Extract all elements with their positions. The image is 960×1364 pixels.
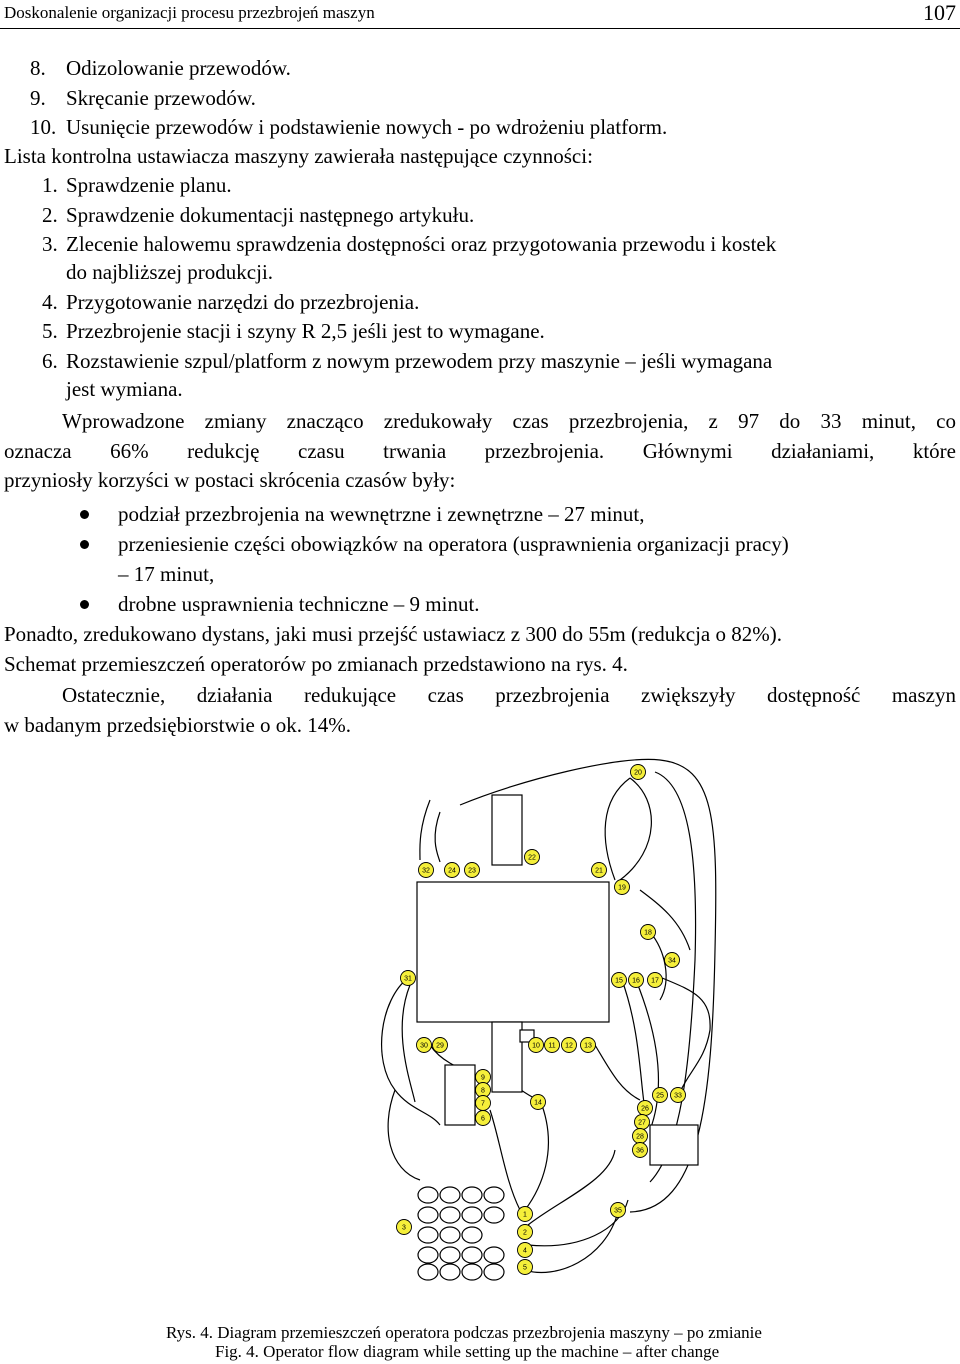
station-marker-17: [648, 973, 663, 988]
station-marker-32: [419, 863, 434, 878]
station-marker-24: [445, 863, 460, 878]
station-label: 13: [584, 1042, 592, 1050]
station-marker-5: [518, 1260, 533, 1275]
paragraph-line: w badanym przedsiębiorstwie o ok. 14%.: [4, 713, 352, 737]
list-item: Sprawdzenie dokumentacji następnego artykułu.: [66, 203, 475, 227]
list-number: 3.: [42, 232, 58, 256]
station-marker-2: [518, 1225, 533, 1240]
station-label: 35: [614, 1207, 622, 1215]
station-label: 19: [618, 884, 626, 892]
station-marker-11: [545, 1038, 560, 1053]
station-label: 16: [632, 977, 640, 985]
station-label: 28: [636, 1133, 644, 1141]
checklist-intro: Lista kontrolna ustawiacza maszyny zawierała następujące czynności:: [4, 144, 593, 168]
station-label: 3: [402, 1224, 406, 1232]
station-label: 15: [615, 977, 623, 985]
station-marker-7: [476, 1096, 491, 1111]
station-marker-15: [612, 973, 627, 988]
list-number: 9.: [30, 86, 46, 110]
station-marker-28: [633, 1129, 648, 1144]
list-number: 4.: [42, 290, 58, 314]
paragraph-line: przyniosły korzyści w postaci skrócenia czasów były:: [4, 468, 456, 492]
station-marker-35: [611, 1203, 626, 1218]
figure-caption-en: Fig. 4. Operator flow diagram while setting up the machine – after change: [215, 1342, 720, 1361]
station-label: 25: [656, 1092, 664, 1100]
station-label: 8: [481, 1087, 485, 1095]
station-marker-14: [531, 1095, 546, 1110]
station-label: 29: [436, 1042, 444, 1050]
station-marker-26: [638, 1101, 653, 1116]
station-marker-33: [671, 1088, 686, 1103]
station-label: 11: [548, 1042, 556, 1050]
station-marker-13: [581, 1038, 596, 1053]
station-marker-34: [665, 953, 680, 968]
paragraph-line: Ostatecznie, działania redukujące czas przezbrojenia zwiększyły dostępność maszyn: [62, 683, 956, 707]
bullet-item: przeniesienie części obowiązków na operatora (usprawnienia organizacji pracy): [118, 532, 789, 556]
paragraph-line: Wprowadzone zmiany znacząco zredukowały czas przezbrojenia, z 97 do 33 minut, co: [62, 409, 956, 433]
spool-ellipses: [418, 1187, 504, 1280]
list-item: Skręcanie przewodów.: [66, 86, 256, 110]
station-label: 20: [634, 769, 642, 777]
station-label: 33: [674, 1092, 682, 1100]
list-number: 1.: [42, 173, 58, 197]
station-label: 17: [651, 977, 659, 985]
station-label: 23: [468, 867, 476, 875]
station-label: 30: [420, 1042, 428, 1050]
list-item: Przezbrojenie stacji i szyny R 2,5 jeśli jest to wymagane.: [66, 319, 545, 343]
page-number: 107: [923, 0, 956, 25]
station-marker-10: [529, 1038, 544, 1053]
list-item-continuation: jest wymiana.: [66, 377, 183, 401]
paragraph-line: Schemat przemieszczeń operatorów po zmianach przedstawiono na rys. 4.: [4, 652, 628, 676]
paragraph-line: oznacza 66% redukcję czasu trwania przezbrojenia. Głównymi działaniami, które: [4, 439, 956, 463]
station-marker-16: [629, 973, 644, 988]
station-label: 34: [668, 957, 676, 965]
bullet-item-continuation: – 17 minut,: [118, 562, 215, 586]
machine-main-block: [417, 882, 609, 1022]
spool-block: [650, 1125, 698, 1165]
station-marker-25: [653, 1088, 668, 1103]
station-marker-6: [476, 1111, 491, 1126]
station-label: 10: [532, 1042, 540, 1050]
station-label: 6: [481, 1115, 485, 1123]
station-label: 1: [523, 1211, 527, 1219]
station-label: 9: [481, 1074, 485, 1082]
list-number: 10.: [30, 115, 57, 139]
list-number: 2.: [42, 203, 58, 227]
station-marker-4: [518, 1243, 533, 1258]
station-label: 24: [448, 867, 456, 875]
station-label: 12: [565, 1042, 573, 1050]
list-number: 6.: [42, 349, 58, 373]
station-marker-22: [525, 850, 540, 865]
station-label: 36: [636, 1147, 644, 1155]
bullet-item: drobne usprawnienia techniczne – 9 minut.: [118, 592, 480, 616]
station-label: 7: [481, 1100, 485, 1108]
station-label: 26: [641, 1105, 649, 1113]
station-label: 31: [404, 975, 412, 983]
station-label: 4: [523, 1247, 527, 1255]
station-label: 22: [528, 854, 536, 862]
list-item-continuation: do najbliższej produkcji.: [66, 260, 274, 284]
station-marker-12: [562, 1038, 577, 1053]
station-marker-30: [417, 1038, 432, 1053]
list-item: Usunięcie przewodów i podstawienie nowych - po wdrożeniu platform.: [66, 115, 668, 139]
list-item: Rozstawienie szpul/platform z nowym przewodem przy maszynie – jeśli wymagana: [66, 349, 773, 373]
station-label: 18: [644, 929, 652, 937]
machine-column-top: [492, 795, 522, 865]
station-marker-3: [397, 1220, 412, 1235]
station-label: 2: [523, 1229, 527, 1237]
list-item: Odizolowanie przewodów.: [66, 56, 291, 80]
station-label: 14: [534, 1099, 542, 1107]
station-marker-29: [433, 1038, 448, 1053]
station-marker-27: [635, 1115, 650, 1130]
station-marker-21: [592, 863, 607, 878]
station-marker-36: [633, 1143, 648, 1158]
station-marker-31: [401, 971, 416, 986]
station-marker-1: [518, 1207, 533, 1222]
list-number: 5.: [42, 319, 58, 343]
station-label: 32: [422, 867, 430, 875]
list-item: Sprawdzenie planu.: [66, 173, 232, 197]
station-marker-18: [641, 925, 656, 940]
station-marker-23: [465, 863, 480, 878]
figure-caption-pl: Rys. 4. Diagram przemieszczeń operatora podczas przezbrojenia maszyny – po zmianie: [166, 1323, 762, 1342]
station-marker-19: [615, 880, 630, 895]
machine-column-bottom: [492, 1022, 522, 1092]
list-item: Zlecenie halowemu sprawdzenia dostępności oraz przygotowania przewodu i kostek: [66, 232, 777, 256]
list-number: 8.: [30, 56, 46, 80]
station-marker-20: [631, 765, 646, 780]
station-label: 27: [638, 1119, 646, 1127]
list-item: Przygotowanie narzędzi do przezbrojenia.: [66, 290, 420, 314]
bullet-item: podział przezbrojenia na wewnętrzne i zewnętrzne – 27 minut,: [118, 502, 645, 526]
paragraph-line: Ponadto, zredukowano dystans, jaki musi przejść ustawiacz z 300 do 55m (redukcja o 82%).: [4, 622, 782, 646]
running-header-title: Doskonalenie organizacji procesu przezbrojeń maszyn: [4, 3, 375, 22]
station-label: 21: [595, 867, 603, 875]
workstation-block: [445, 1065, 475, 1125]
station-label: 5: [523, 1264, 527, 1272]
